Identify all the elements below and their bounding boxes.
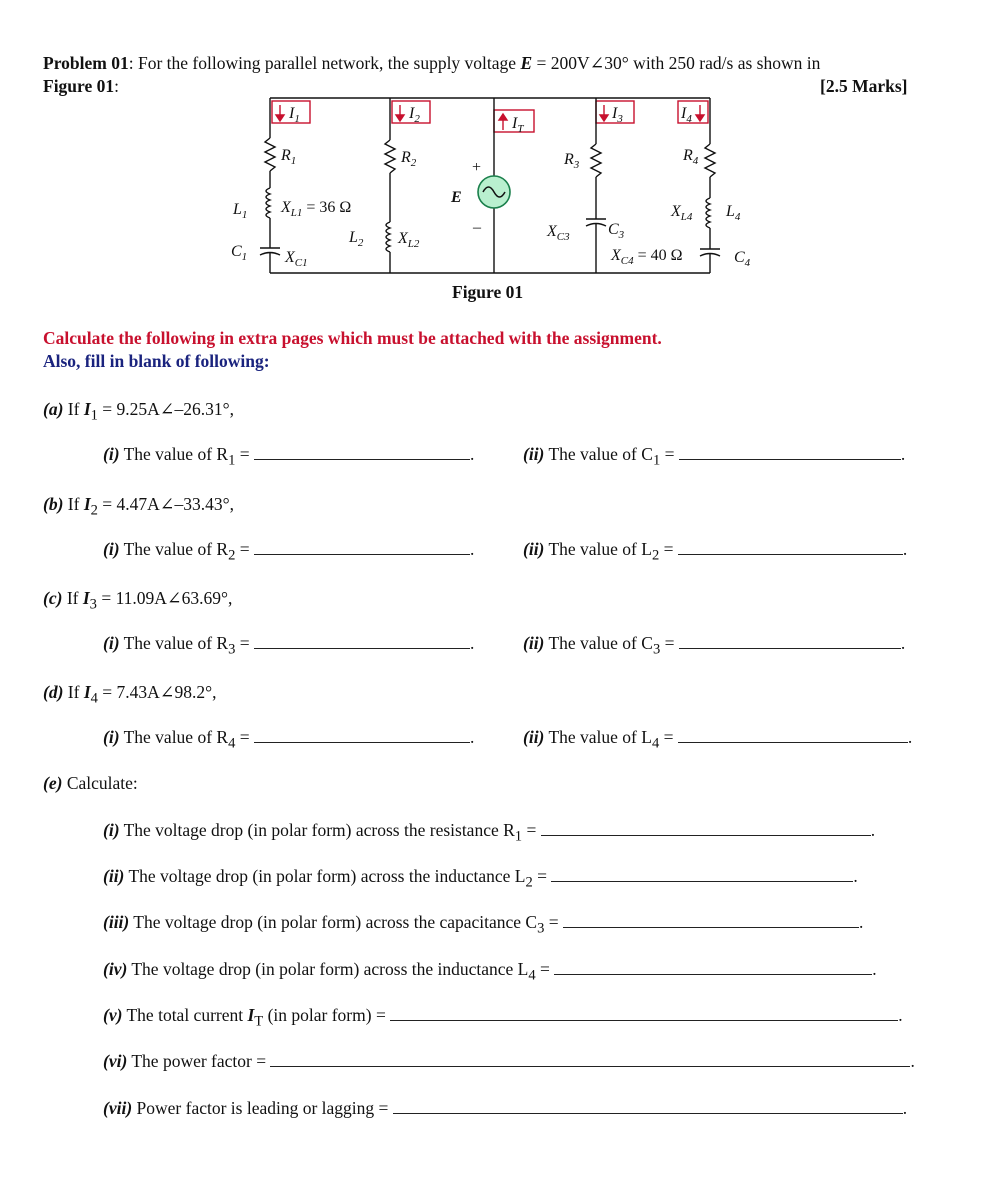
part-b-ii: (ii) The value of $L_2$ = .: [523, 539, 908, 564]
part-b-i: (i) The value of $R_2$ = .: [103, 539, 475, 564]
arrow-down-icon: [276, 115, 284, 121]
answer-blank-c1[interactable]: [679, 445, 901, 460]
figure-caption: Figure 01: [452, 282, 524, 302]
arrow-up-icon: [499, 114, 507, 120]
arrow-down-icon: [696, 115, 704, 121]
label-i1: $I_1$: [289, 105, 300, 125]
label-minus: –: [473, 219, 481, 236]
label-e: E: [451, 189, 462, 206]
part-b-given: (b) If $I_2$ = 4.47A∠–33.43°,: [43, 494, 234, 519]
part-e-iv: (iv) The voltage drop (in polar form) across the inductance $L_4$ = .: [103, 959, 877, 984]
answer-blank-lead-lag[interactable]: [393, 1099, 903, 1114]
answer-blank-r3[interactable]: [254, 634, 470, 649]
label-xl4: $X_{L4}$: [671, 203, 693, 223]
instruction-heading: Calculate the following in extra pages which must be attached with the assignment.: [43, 328, 662, 348]
answer-blank-pf[interactable]: [270, 1052, 910, 1067]
part-e-ii: (ii) The voltage drop (in polar form) across the inductance $L_2$ = .: [103, 866, 858, 891]
part-e-heading: (e) Calculate:: [43, 773, 138, 793]
part-d-ii: (ii) The value of $L_4$ = .: [523, 727, 913, 752]
label-l2: $L_2$: [349, 229, 364, 249]
label-xc4: $X_{C4} = 40$ Ω: [611, 247, 683, 267]
answer-blank-c3[interactable]: [679, 634, 901, 649]
label-l1: $L_1$: [233, 201, 248, 221]
problem-label: Problem 01: [43, 53, 129, 73]
label-xc1: $X_{C1}$: [285, 249, 308, 269]
answer-blank-r1[interactable]: [254, 445, 470, 460]
answer-blank-r4[interactable]: [254, 728, 470, 743]
label-xl1: $X_{L1} = 36$ Ω: [281, 199, 352, 219]
answer-blank-l2[interactable]: [678, 540, 903, 555]
r4-resistor: [705, 144, 715, 177]
label-c1: $C_1$: [231, 243, 248, 263]
l4-inductor: [706, 198, 710, 228]
part-a-i: (i) The value of $R_1$ = .: [103, 444, 475, 469]
label-c3: $C_3$: [608, 221, 625, 241]
answer-blank-it[interactable]: [390, 1006, 898, 1021]
label-it: $I_T$: [512, 115, 524, 135]
part-a-ii: (ii) The value of $C_1$ = .: [523, 444, 906, 469]
label-xc3: $X_{C3}$: [547, 223, 570, 243]
answer-blank-r2[interactable]: [254, 540, 470, 555]
r2-resistor: [385, 140, 395, 173]
answer-blank-vl2[interactable]: [551, 867, 853, 882]
part-e-vi: (vi) The power factor = .: [103, 1051, 915, 1071]
label-i4: $I_4$: [681, 105, 692, 125]
part-d-i: (i) The value of $R_4$ = .: [103, 727, 475, 752]
part-e-iii: (iii) The voltage drop (in polar form) across the capacitance $C_3$ = .: [103, 912, 864, 937]
part-a-given: (a) If $I_1$ = 9.25A∠–26.31°,: [43, 399, 234, 424]
figure-reference: Figure 01:: [43, 76, 120, 96]
part-c-i: (i) The value of $R_3$ = .: [103, 633, 475, 658]
label-plus: +: [472, 159, 482, 176]
r3-resistor: [591, 144, 601, 177]
label-r4: $R_4$: [683, 147, 699, 167]
fill-blank-heading: Also, fill in blank of following:: [43, 351, 270, 371]
part-c-ii: (ii) The value of $C_3$ = .: [523, 633, 906, 658]
part-e-v: (v) The total current $I_T$ (in polar form) = .: [103, 1005, 903, 1030]
label-r1: $R_1$: [281, 147, 297, 167]
label-r3: $R_3$: [564, 151, 580, 171]
circuit-diagram: [215, 92, 775, 307]
part-d-given: (d) If $I_4$ = 7.43A∠98.2°,: [43, 682, 217, 707]
answer-blank-l4[interactable]: [678, 728, 908, 743]
l2-inductor: [386, 222, 390, 252]
problem-statement: Problem 01: For the following parallel network, the supply voltage E = 200V∠30° with 250 rad/s as shown in: [43, 53, 821, 73]
arrow-down-icon: [600, 115, 608, 121]
part-e-i: (i) The voltage drop (in polar form) across the resistance $R_1$ = .: [103, 820, 876, 845]
arrow-down-icon: [396, 115, 404, 121]
r1-resistor: [265, 138, 275, 171]
label-r2: $R_2$: [401, 149, 417, 169]
answer-blank-vc3[interactable]: [563, 913, 859, 928]
answer-blank-vl4[interactable]: [554, 960, 872, 975]
part-c-given: (c) If $I_3$ = 11.09A∠63.69°,: [43, 588, 233, 613]
label-c4: $C_4$: [734, 249, 751, 269]
label-i3: $I_3$: [612, 105, 623, 125]
label-xl2: $X_{L2}$: [398, 230, 420, 250]
marks-label: [2.5 Marks]: [820, 76, 908, 96]
answer-blank-vr1[interactable]: [541, 821, 871, 836]
label-l4: $L_4$: [726, 203, 741, 223]
part-e-vii: (vii) Power factor is leading or lagging = .: [103, 1098, 908, 1118]
label-i2: $I_2$: [409, 105, 420, 125]
l1-inductor: [266, 188, 270, 218]
